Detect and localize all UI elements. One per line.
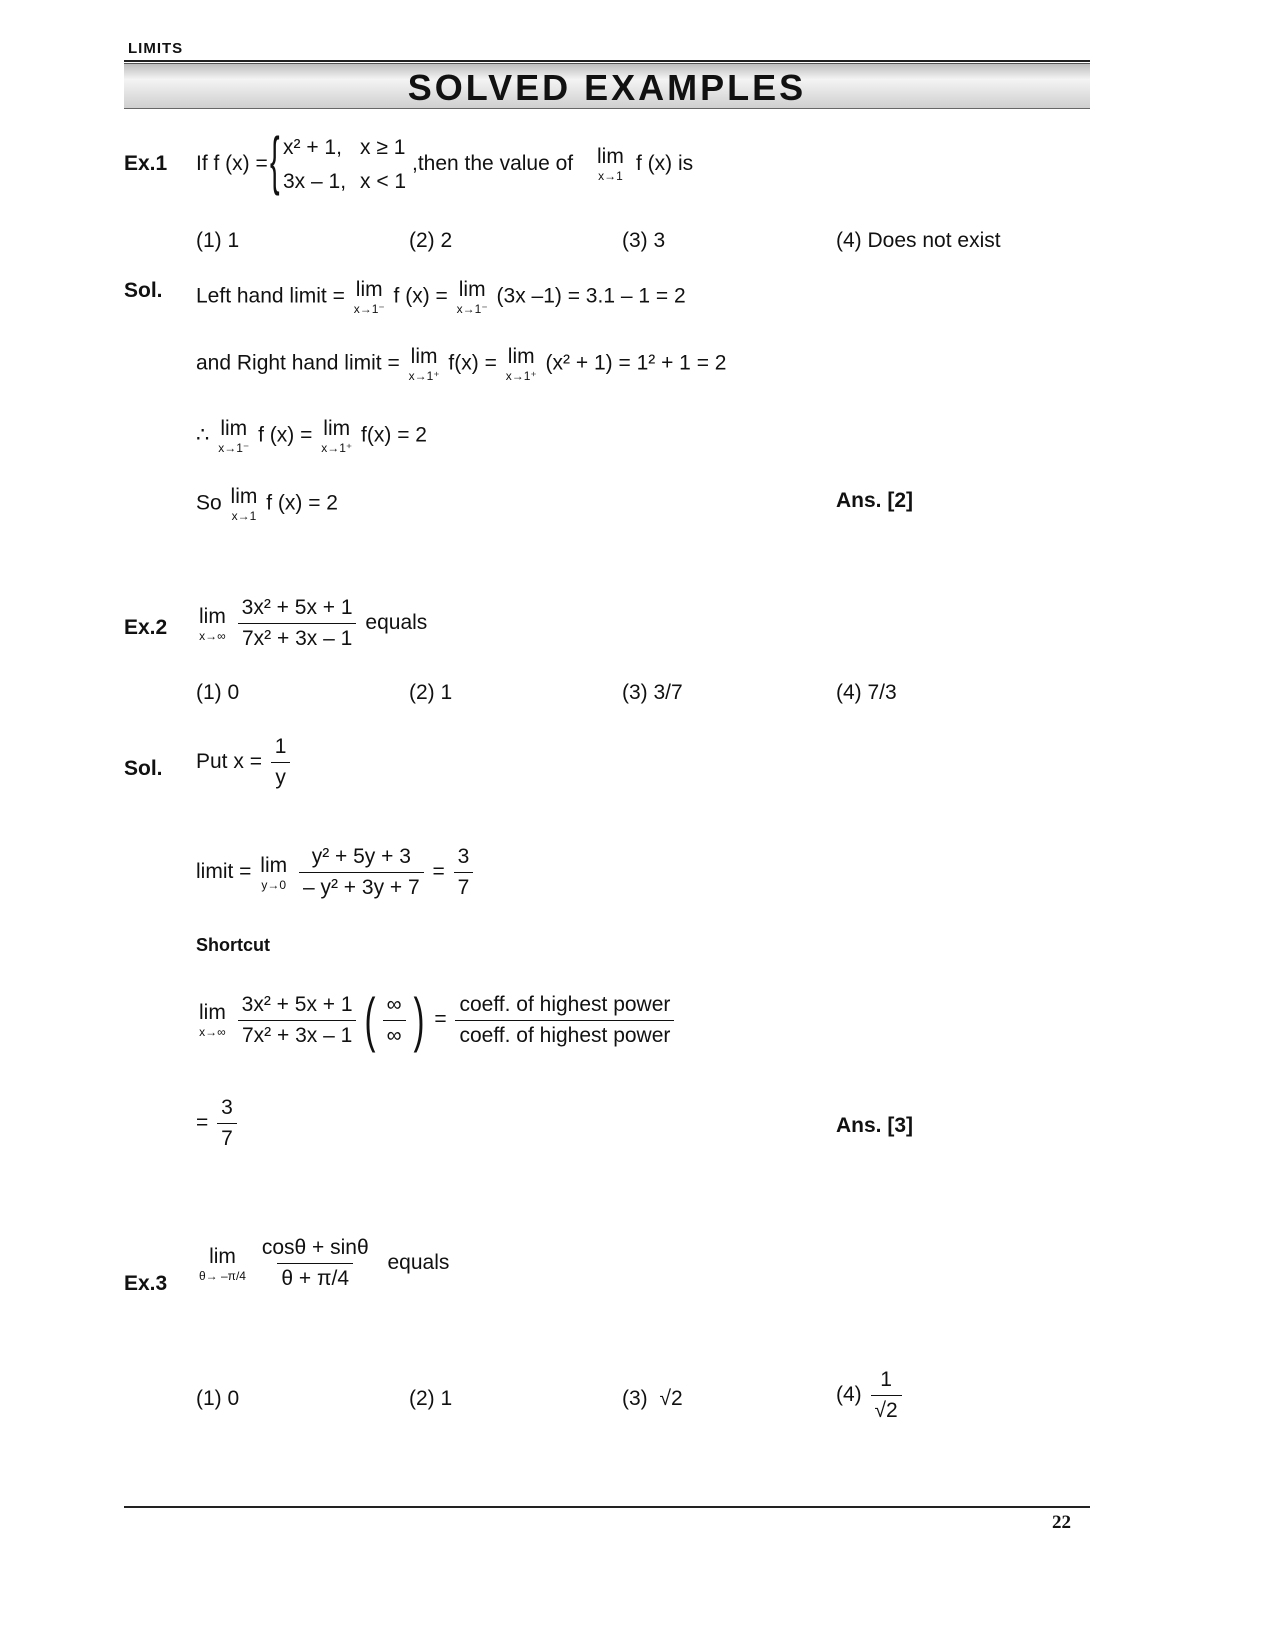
footer-rule: [124, 1506, 1090, 1508]
ex2-option-4: (4) 7/3: [836, 681, 897, 704]
root-two: √2: [659, 1387, 683, 1410]
lim-word: lim: [458, 278, 486, 301]
lim-word: lim: [597, 145, 624, 168]
section-title: LIMITS: [128, 40, 184, 57]
ex3-expression: [196, 1236, 449, 1291]
text: f (x) =: [258, 423, 313, 447]
lim-word: lim: [260, 853, 288, 877]
ex1-stem-end: f (x) is: [636, 152, 694, 175]
fraction-denominator: 7: [217, 1123, 237, 1151]
fraction-numerator: ∞: [386, 992, 402, 1016]
lim-sub: x→1⁻: [218, 441, 250, 455]
lim-sub: x→1⁺: [505, 369, 537, 383]
lim-sub: θ→ –π/4: [199, 1268, 246, 1283]
lim-word: lim: [230, 485, 258, 508]
sol1-label: Sol.: [124, 279, 163, 302]
fraction-numerator: 3: [221, 1096, 233, 1119]
lim-word: lim: [199, 1001, 226, 1024]
fraction-numerator: 1: [274, 735, 287, 758]
sol1-line3: [196, 418, 427, 454]
option-number: (3): [622, 1387, 648, 1410]
banner-title: SOLVED EXAMPLES: [124, 63, 1090, 109]
lim-word: lim: [220, 417, 248, 440]
option-number: (4): [836, 1383, 862, 1407]
text: f(x) = 2: [361, 423, 427, 447]
lim-word: lim: [355, 278, 383, 301]
ex1-case1-expr: x² + 1,: [283, 136, 342, 159]
ex1-label: Ex.1: [124, 152, 168, 175]
lim-sub: x→1⁻: [456, 302, 488, 316]
ex3-option-4: [836, 1368, 905, 1423]
fraction-denominator: 7: [454, 872, 474, 900]
ex1-option-2: (2) 2: [409, 229, 453, 252]
shortcut-heading: Shortcut: [196, 935, 270, 955]
fraction-numerator: 3x² + 5x + 1: [241, 596, 353, 619]
therefore-symbol: ∴: [196, 423, 210, 447]
header-rule: [124, 60, 1090, 62]
fraction-denominator: – y² + 3y + 7: [299, 872, 424, 900]
sol2-put: [196, 735, 293, 790]
ex1-option-1: (1) 1: [196, 229, 240, 252]
ex3-option-3: [622, 1387, 683, 1411]
text: equals: [387, 1251, 450, 1275]
fraction-numerator: 3x² + 5x + 1: [241, 992, 353, 1016]
fraction-numerator: 1: [880, 1368, 892, 1391]
ex1-option-3: (3) 3: [622, 229, 666, 252]
fraction-denominator: coeff. of highest power: [455, 1020, 674, 1048]
sol2-answer: Ans. [3]: [836, 1114, 914, 1137]
fraction-numerator: coeff. of highest power: [459, 992, 671, 1016]
lim-word: lim: [507, 345, 535, 368]
equals-sign: =: [432, 860, 445, 884]
ex1-option-4: (4) Does not exist: [836, 229, 1001, 252]
ex1-stem-then: ,then the value of: [412, 152, 574, 175]
lim-word: lim: [410, 345, 438, 368]
lim-sub: x→1: [231, 509, 257, 523]
lim-word: lim: [209, 1244, 236, 1268]
sol2-label: Sol.: [124, 757, 163, 780]
ex2-label: Ex.2: [124, 616, 168, 639]
sol2-limit-line: [196, 845, 476, 900]
ex1-stem-if: If f (x) =: [196, 152, 268, 175]
text: f (x) =: [393, 284, 448, 308]
fraction-denominator: y: [271, 762, 290, 790]
page-number: 22: [1052, 1512, 1071, 1533]
ex3-option-2: (2) 1: [409, 1387, 453, 1410]
lim-word: lim: [199, 604, 226, 628]
equals-sign: =: [434, 1007, 447, 1031]
sol1-line2: [196, 346, 726, 382]
text: (x² + 1) = 1² + 1 = 2: [545, 351, 727, 375]
lim-sub: x→1⁻: [353, 302, 385, 316]
ex2-expression: [196, 596, 427, 651]
fraction-denominator: θ + π/4: [277, 1263, 353, 1291]
fraction-denominator: 7x² + 3x – 1: [238, 1020, 356, 1048]
fraction-denominator: √2: [871, 1395, 902, 1423]
text: (3x –1) = 3.1 – 1 = 2: [496, 284, 686, 308]
ex2-option-1: (1) 0: [196, 681, 240, 704]
ex1-brace: {: [270, 124, 280, 196]
ex3-option-1: (1) 0: [196, 1387, 240, 1410]
ex1-lim: [594, 146, 627, 182]
fraction-denominator: ∞: [383, 1020, 406, 1048]
lim-sub: x→1: [598, 169, 623, 183]
ex2-option-3: (3) 3/7: [622, 681, 683, 704]
lim-sub: y→0: [261, 877, 287, 892]
ex1-case2-expr: 3x – 1,: [283, 170, 347, 193]
fraction-denominator: 7x² + 3x – 1: [238, 623, 356, 651]
sol1-line4: [196, 486, 338, 522]
fraction-numerator: cosθ + sinθ: [261, 1236, 369, 1259]
text: So: [196, 491, 222, 515]
shortcut-result: [196, 1096, 240, 1151]
text: equals: [365, 611, 428, 635]
text: limit =: [196, 860, 252, 884]
lim-word: lim: [323, 417, 351, 440]
lim-sub: x→1⁺: [408, 369, 440, 383]
text: Put x =: [196, 750, 262, 774]
lim-sub: x→∞: [199, 1025, 226, 1039]
equals-sign: =: [196, 1111, 209, 1135]
ex1-case1-cond: x ≥ 1: [360, 136, 406, 159]
sol1-answer: Ans. [2]: [836, 489, 914, 512]
lim-sub: x→1⁺: [321, 441, 353, 455]
lim-sub: x→∞: [199, 628, 226, 643]
text: f (x) = 2: [266, 491, 338, 515]
ex2-option-2: (2) 1: [409, 681, 453, 704]
shortcut-expression: [196, 986, 677, 1053]
left-paren: (: [364, 986, 376, 1053]
fraction-numerator: y² + 5y + 3: [311, 845, 411, 868]
sol1-line1: [196, 279, 686, 315]
fraction-numerator: 3: [457, 845, 470, 868]
text: Left hand limit =: [196, 284, 345, 308]
ex1-case2-cond: x < 1: [360, 170, 407, 193]
text: and Right hand limit =: [196, 351, 400, 375]
ex3-label: Ex.3: [124, 1272, 168, 1295]
right-paren: ): [413, 986, 425, 1053]
text: f(x) =: [448, 351, 497, 375]
